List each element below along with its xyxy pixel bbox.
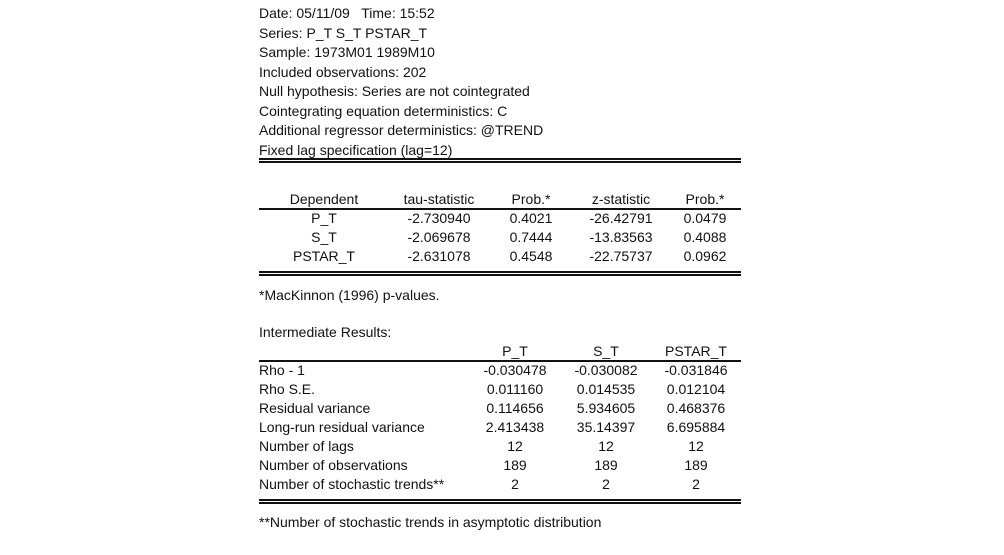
row-label: Number of observations — [259, 457, 408, 473]
intermediate-results-table — [259, 342, 741, 494]
cell: 0.4548 — [509, 248, 553, 264]
cell: 2 — [511, 476, 519, 492]
cell: -2.730940 — [407, 210, 471, 226]
cell: 0.0479 — [683, 210, 727, 226]
row-label: Rho S.E. — [259, 381, 316, 397]
cell: -22.75737 — [589, 248, 653, 264]
col-header: Dependent — [289, 191, 359, 207]
cell: 0.012104 — [666, 381, 726, 397]
cell: -0.031846 — [664, 362, 728, 378]
cell: 0.468376 — [666, 400, 726, 416]
header-rule — [259, 360, 741, 362]
cell: PSTAR_T — [293, 248, 355, 264]
cell: -13.83563 — [589, 229, 653, 245]
row-label: Long-run residual variance — [259, 419, 425, 435]
cell: 189 — [594, 457, 618, 473]
cell: -2.631078 — [407, 248, 471, 264]
table-row — [259, 437, 741, 456]
cell: 2.413438 — [485, 419, 545, 435]
cell: 0.4088 — [683, 229, 727, 245]
date-time-line: Date: 05/11/09 Time: 15:52 — [259, 5, 435, 21]
cell: S_T — [311, 229, 337, 245]
table-header-row — [259, 342, 741, 361]
cell: -0.030478 — [483, 362, 547, 378]
cell: 0.0962 — [683, 248, 727, 264]
cell: 5.934605 — [576, 400, 636, 416]
row-label: Residual variance — [259, 400, 371, 416]
cell: 12 — [598, 438, 614, 454]
cell: 12 — [688, 438, 704, 454]
cell: 0.014535 — [576, 381, 636, 397]
table-row — [259, 228, 741, 247]
table-row — [259, 361, 741, 380]
cell: -2.069678 — [407, 229, 471, 245]
col-header: Prob.* — [685, 191, 725, 207]
additional-deterministics-line: Additional regressor deterministics: @TREND — [259, 122, 544, 138]
double-rule — [259, 158, 741, 163]
cell: 6.695884 — [666, 419, 726, 435]
double-rule — [259, 271, 741, 276]
cell: 0.7444 — [509, 229, 553, 245]
coint-deterministics-line: Cointegrating equation deterministics: C — [259, 102, 508, 119]
cell: 0.4021 — [509, 210, 553, 226]
table-row — [259, 456, 741, 475]
col-header: tau-statistic — [403, 191, 475, 207]
row-label: Number of stochastic trends** — [259, 476, 445, 492]
cell: 12 — [507, 438, 523, 454]
col-header — [259, 342, 469, 361]
intermediate-title: Intermediate Results: — [259, 324, 392, 340]
cell: -0.030082 — [574, 362, 638, 378]
row-label: Rho - 1 — [259, 362, 305, 378]
lag-spec-line: Fixed lag specification (lag=12) — [259, 141, 453, 158]
table-row — [259, 475, 741, 494]
col-header: PSTAR_T — [665, 343, 727, 359]
cell: -26.42791 — [589, 210, 653, 226]
col-header: S_T — [593, 343, 619, 359]
cell: 189 — [684, 457, 708, 473]
observations-line: Included observations: 202 — [259, 63, 427, 80]
table-row — [259, 247, 741, 266]
table-row — [259, 380, 741, 399]
table-header-row — [259, 190, 741, 209]
cell: 0.011160 — [486, 381, 544, 397]
header-rule — [259, 208, 741, 210]
col-header: P_T — [502, 343, 528, 359]
table-row — [259, 209, 741, 228]
cell: 35.14397 — [576, 419, 636, 435]
cell: 189 — [503, 457, 527, 473]
table-row — [259, 399, 741, 418]
cell: 2 — [692, 476, 700, 492]
series-line: Series: P_T S_T PSTAR_T — [259, 24, 428, 41]
cell: P_T — [311, 210, 337, 226]
test-statistics-table — [259, 190, 741, 266]
double-rule — [259, 499, 741, 504]
output-header — [259, 4, 741, 160]
col-header: Prob.* — [511, 191, 551, 207]
stochastic-trends-footnote: **Number of stochastic trends in asymptotic distribution — [259, 514, 602, 530]
table-row — [259, 418, 741, 437]
cell: 2 — [602, 476, 610, 492]
cell: 0.114656 — [486, 400, 544, 416]
pvalue-footnote: *MacKinnon (1996) p-values. — [259, 287, 440, 303]
col-header: z-statistic — [591, 191, 651, 207]
null-hypothesis-line: Null hypothesis: Series are not cointegrated — [259, 83, 530, 99]
row-label: Number of lags — [259, 438, 354, 454]
sample-line: Sample: 1973M01 1989M10 — [259, 44, 435, 60]
